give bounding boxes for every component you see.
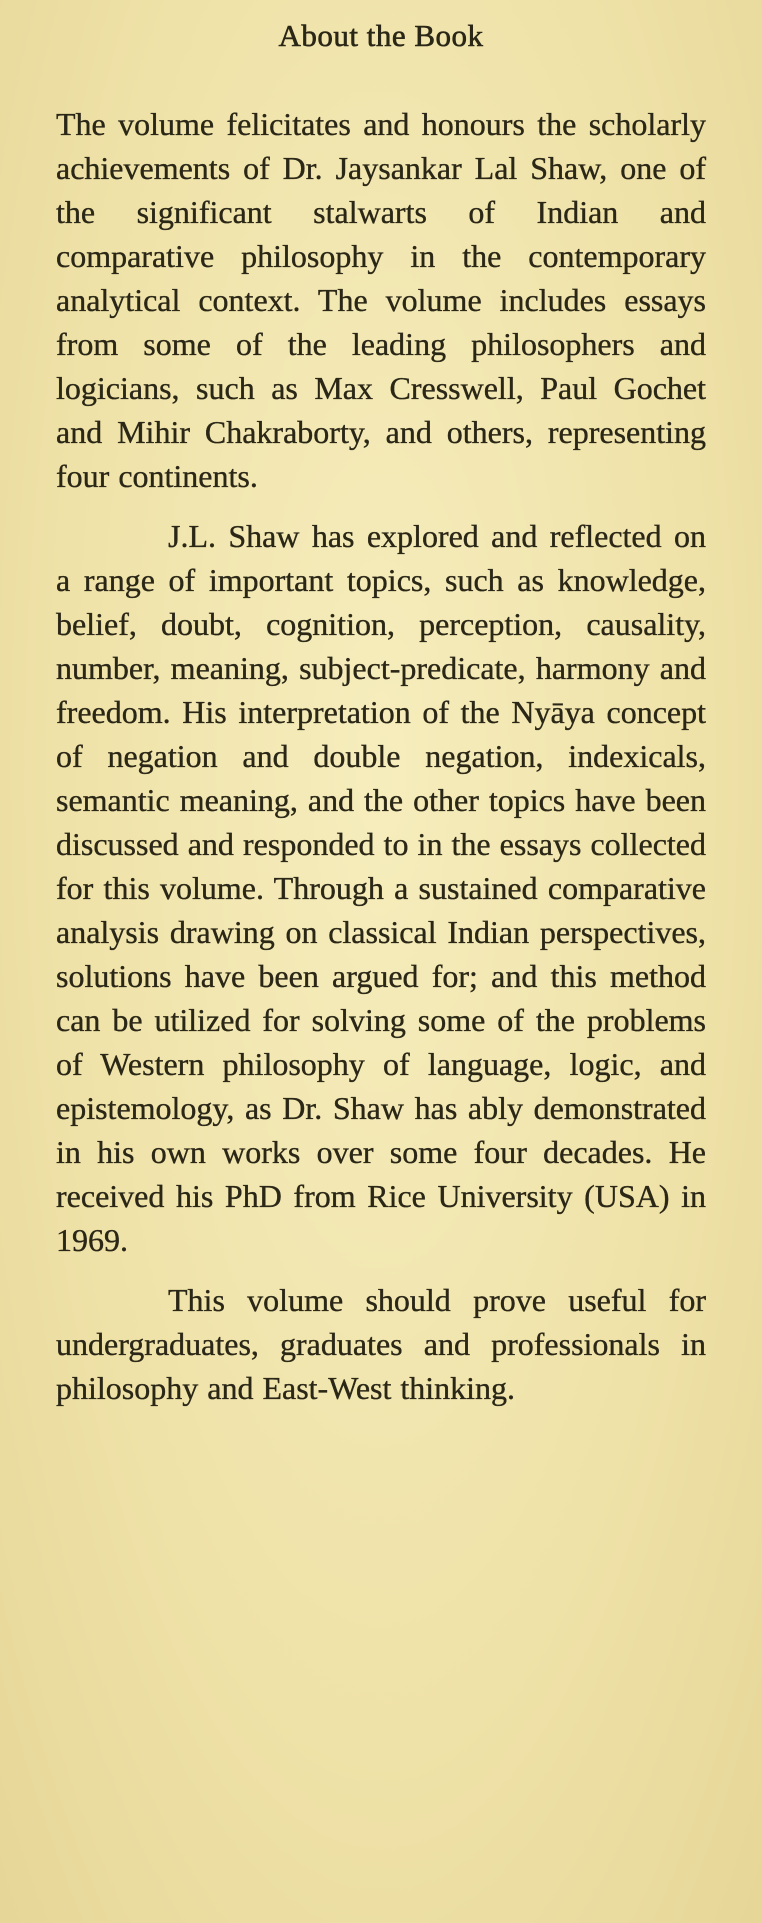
paragraph-topics: J.L. Shaw has explored and reflected on a range of important topics, such as knowledge, belief, doubt, cognition, perception, causality, number, meaning, subject-predicate, harmony and freedom. His interpretation of the Nyāya concept of negation and double negation, indexicals, semantic meaning, and the other topics have been discussed and responded to in the essays collected for this volume. Through a sustained comparative analysis drawing on classical Indian perspectives, solutions have been argued for; and this method can be utilized for solving some of the problems of Western philosophy of language, logic, and epistemology, as Dr. Shaw has ably demonstrated in his own works over some four decades. He received his PhD from Rice University (USA) in 1969. xyxy=(56,518,706,1258)
paragraph-intro: The volume felicitates and honours the scholarly achievements of Dr. Jaysankar Lal Shaw, one of the significant stalwarts of Indian and comparative philosophy in the contemporary analytical context. The volume includes essays from some of the leading philosophers and logicians, such as Max Cresswell, Paul Gochet and Mihir Chakraborty, and others, representing four continents. xyxy=(56,106,706,494)
page-title: About the Book xyxy=(278,18,484,53)
paragraph-audience: This volume should prove useful for undergraduates, graduates and professionals in philosophy and East-West thinking. xyxy=(56,1282,706,1406)
